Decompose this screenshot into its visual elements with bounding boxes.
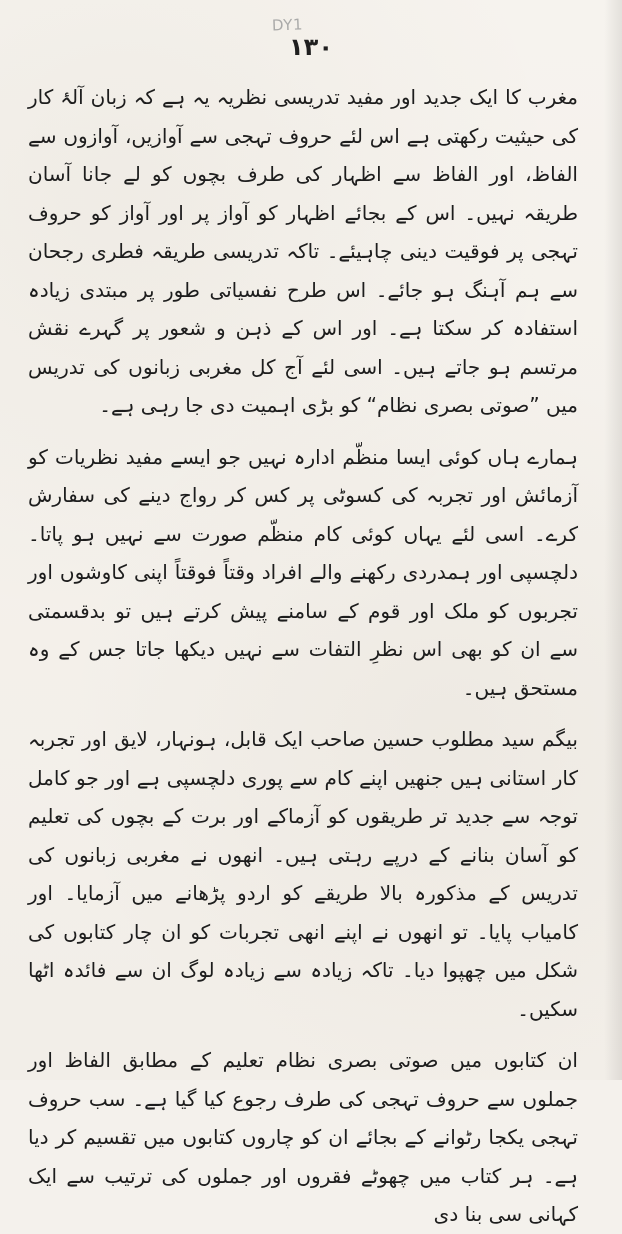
page-edge-shadow xyxy=(604,0,622,1080)
document-body xyxy=(28,78,578,1234)
paragraph-3: بیگم سید مطلوب حسین صاحب ایک قابل، ہونہار، لایق اور تجربہ کار استانی ہیں جنھیں اپنے کام سے پوری دلچسپی ہے اور جو کامل توجہ سے جدید تر طریقوں کو آزماکے اور برت کے بچوں کی تعلیم کو آسان بنانے کے درپے رہتی ہیں۔ انھوں نے مغربی زبانوں کی تدریس کے مذکورہ بالا طریقے کو اردو پڑھانے میں آزمایا۔ اور کامیاب پایا۔ تو انھوں نے اپنے انھی تجربات کو ان چار کتابوں کی شکل میں چھپوا دیا۔ تاکہ زیادہ سے زیادہ لوگ ان سے فائدہ اٹھا سکیں۔ xyxy=(28,727,578,1021)
page-number: ۱۳۰ xyxy=(289,33,333,61)
paragraph-1: مغرب کا ایک جدید اور مفید تدریسی نظریہ یہ ہے کہ زبان آلۂ کار کی حیثیت رکھتی ہے اس لئے حروف تہجی سے آوازیں، آوازوں سے الفاظ، اور الفاظ سے اظہار کی طرف بچوں کو لے جانا آسان طریقہ نہیں۔ اس کے بجائے اظہار کو آواز پر اور آواز کو حروف تہجی پر فوقیت دینی چاہیئے۔ تاکہ تدریسی طریقہ فطری رجحان سے ہم آہنگ ہو جائے۔ اس طرح نفسیاتی طور پر مبتدی زیادہ استفادہ کر سکتا ہے۔ اور اس کے ذہن و شعور پر گہرے نقش مرتسم ہو جاتے ہیں۔ اسی لئے آج کل مغربی زبانوں کی تدریس میں ”صوتی بصری نظام“ کو بڑی اہمیت دی جا رہی ہے۔ xyxy=(28,85,578,417)
page-stamp: DY1 xyxy=(271,15,304,35)
paragraph-2: ہمارے ہاں کوئی ایسا منظّم ادارہ نہیں جو ایسے مفید نظریات کو آزمائش اور تجربہ کی کسوٹی پر کس کر رواج دینے کی سفارش کرے۔ اسی لئے یہاں کوئی کام منظّم صورت سے نہیں ہو پاتا۔ دلچسپی اور ہمدردی رکھنے والے افراد وقتاً فوقتاً اپنی کاوشوں اور تجربوں کو ملک اور قوم کے سامنے پیش کرتے ہیں تو بدقسمتی سے ان کو بھی اس نظرِ التفات سے نہیں دیکھا جاتا جس کے وہ مستحق ہیں۔ xyxy=(28,444,578,700)
paragraph-4: ان کتابوں میں صوتی بصری نظام تعلیم کے مطابق الفاظ اور جملوں سے حروف تہجی کی طرف رجوع کیا گیا ہے۔ سب حروف تہجی یکجا رٹوانے کے بجائے ان کو چاروں کتابوں میں تقسیم کر دیا ہے۔ ہر کتاب میں چھوٹے فقروں اور جملوں کی ترتیب سے ایک کہانی سی بنا دی xyxy=(28,1048,578,1226)
